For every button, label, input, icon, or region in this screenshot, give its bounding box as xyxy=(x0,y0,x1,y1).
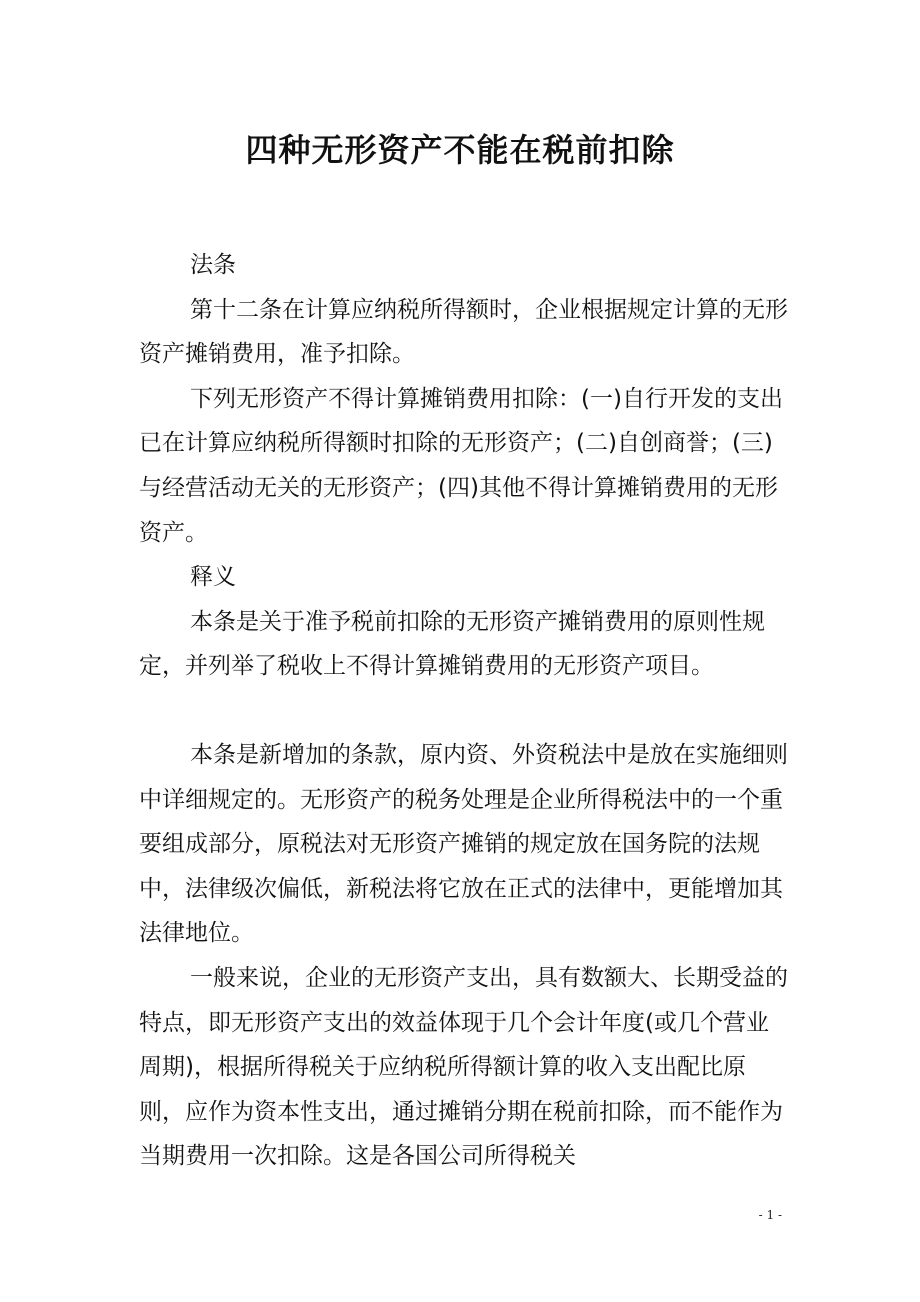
paragraph: 本条是新增加的条款，原内资、外资税法中是放在实施细则中详细规定的。无形资产的税务处理是企业所得税法中的一个重要组成部分，原税法对无形资产摊销的规定放在国务院的法规中，法律级次偏低，新税法将它放在正式的法律中，更能增加其法律地位。 xyxy=(139,741,788,947)
paragraph: 下列无形资产不得计算摊销费用扣除：(一)自行开发的支出已在计算应纳税所得额时扣除的无形资产；(二)自创商誉；(三)与经营活动无关的无形资产；(四)其他不得计算摊销费用的无形资产。 xyxy=(139,385,783,546)
page-number: - 1 - xyxy=(758,1208,782,1222)
paragraph: 一般来说，企业的无形资产支出，具有数额大、长期受益的特点，即无形资产支出的效益体现于几个会计年度(或几个营业周期)，根据所得税关于应纳税所得额计算的收入支出配比原则，应作为资本性支出，通过摊销分期在税前扣除，而不能作为当期费用一次扣除。这是各国公司所得税关 xyxy=(139,964,788,1170)
paragraph: 第十二条在计算应纳税所得额时，企业根据规定计算的无形资产摊销费用，准予扣除。 xyxy=(139,296,788,368)
paragraph: 本条是关于准予税前扣除的无形资产摊销费用的原则性规定，并列举了税收上不得计算摊销费用的无形资产项目。 xyxy=(139,608,765,680)
document-body xyxy=(139,243,789,1179)
section-heading-fatiao: 法条 xyxy=(190,252,236,278)
paragraph-gap xyxy=(139,689,789,733)
section-heading-shiyi: 释义 xyxy=(190,564,236,591)
document-title: 四种无形资产不能在税前扣除 xyxy=(245,131,675,169)
